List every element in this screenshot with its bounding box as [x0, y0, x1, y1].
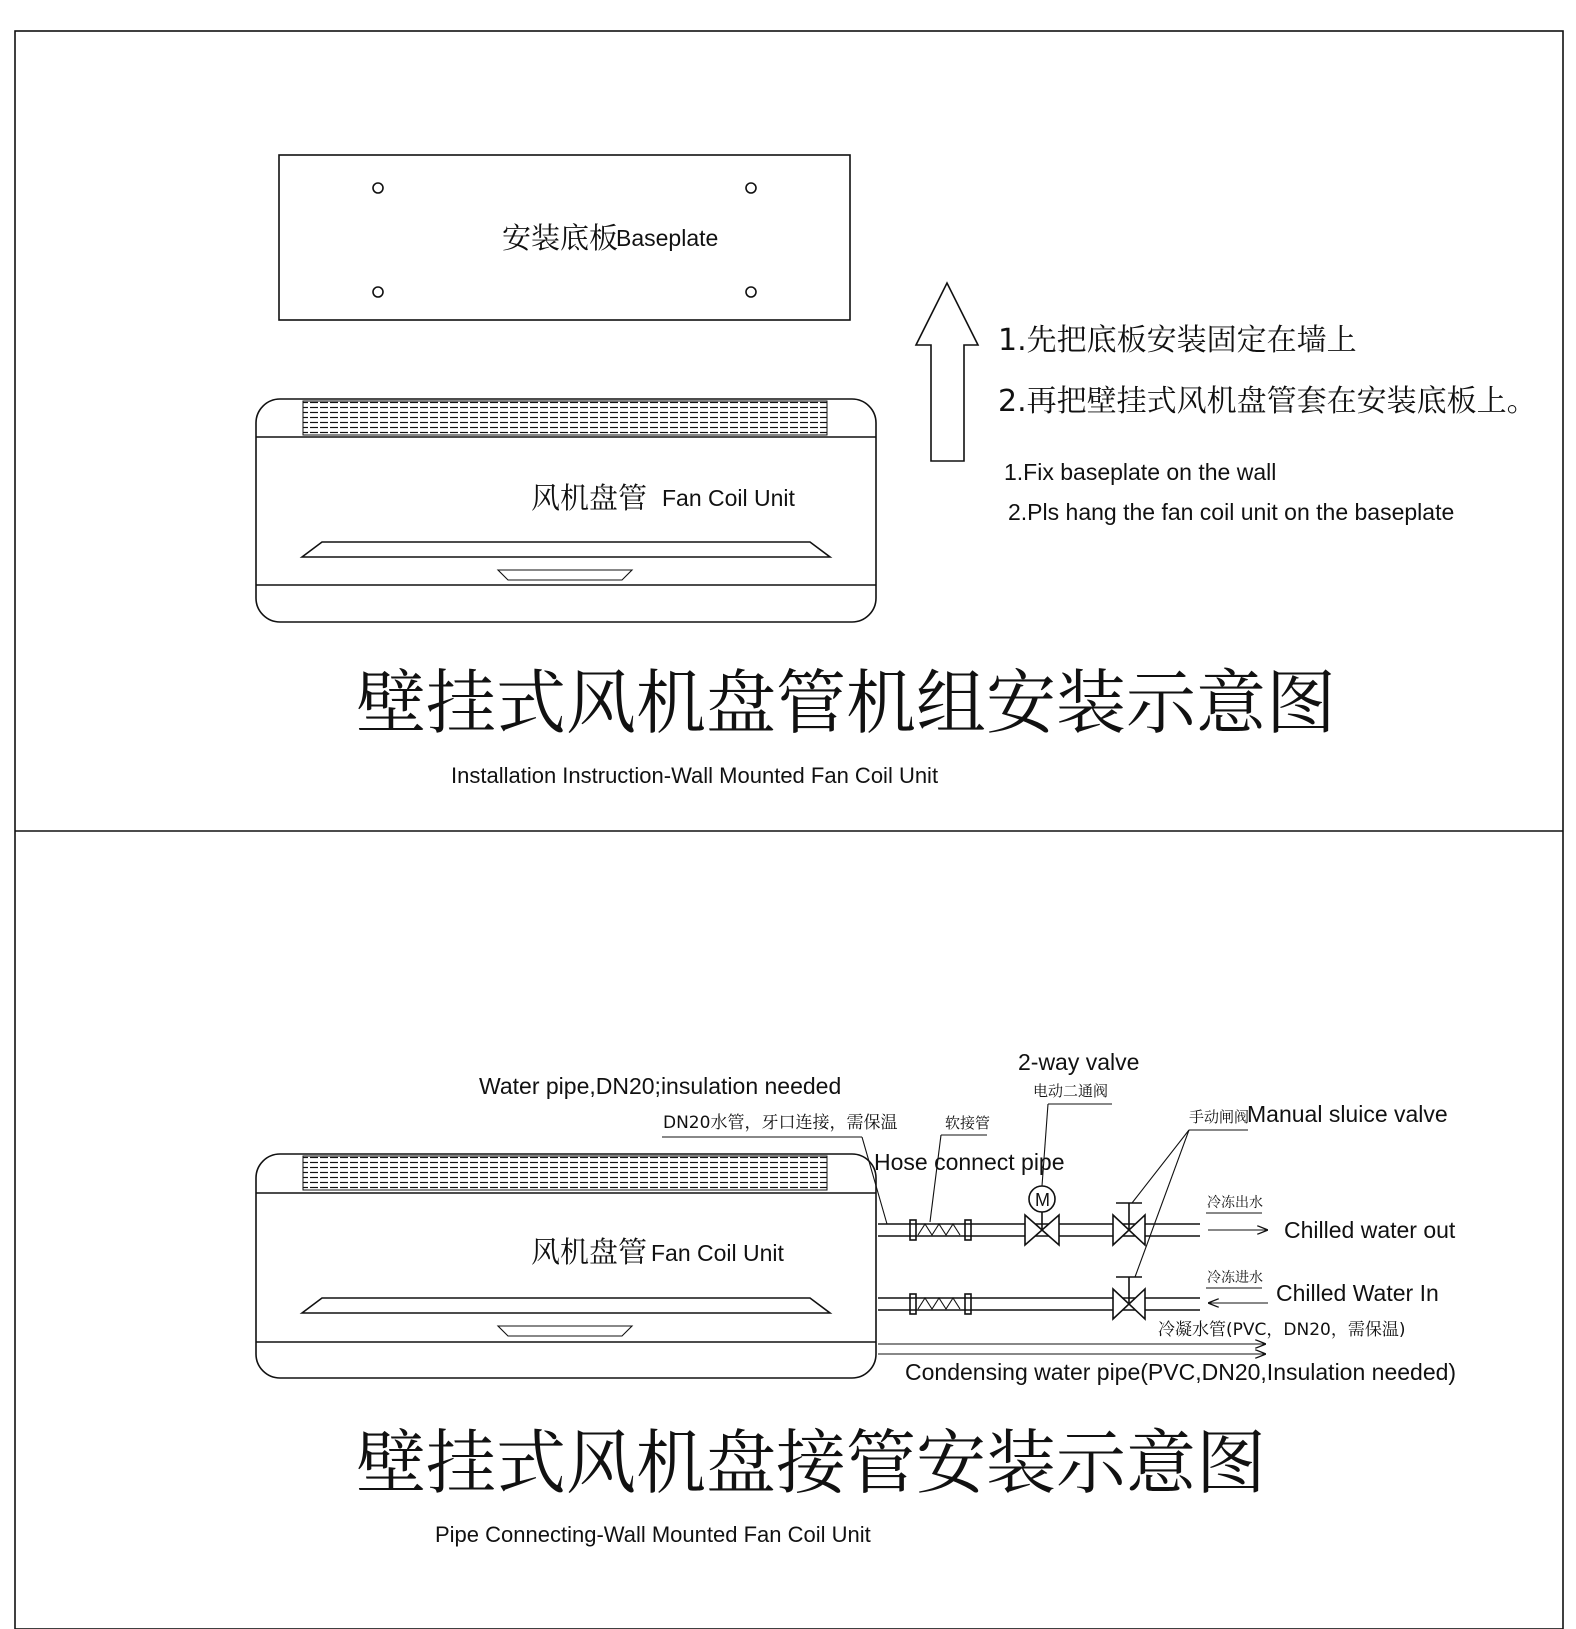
hose-coil [918, 1224, 960, 1235]
top-title-en: Installation Instruction-Wall Mounted Fan Coil Unit [451, 763, 939, 788]
mounting-hole [746, 183, 756, 193]
sluice-valve-label-cn: 手动闸阀 [1189, 1108, 1250, 1126]
drawing-frame [15, 31, 1563, 1629]
leader-line [1132, 1130, 1189, 1203]
motor-symbol: M [1035, 1190, 1050, 1210]
chilled-out-label-en: Chilled water out [1284, 1217, 1456, 1243]
condensing-pipe-label-en: Condensing water pipe(PVC,DN20,Insulation needed) [905, 1359, 1457, 1385]
two-way-valve-label-cn: 电动二通阀 [1033, 1082, 1109, 1100]
step1-en: 1.Fix baseplate on the wall [1004, 459, 1277, 485]
chilled-in-label-cn: 冷冻进水 [1207, 1270, 1263, 1286]
step1-cn: 1.先把底板安装固定在墙上 [998, 323, 1357, 358]
fan-coil-unit-top [256, 399, 876, 622]
leader-line [1135, 1130, 1189, 1277]
chilled-out-label-cn: 冷冻出水 [1207, 1195, 1263, 1211]
baseplate-label-cn: 安装底板 [502, 221, 619, 255]
hose-flange [965, 1220, 971, 1240]
step2-en: 2.Pls hang the fan coil unit on the baseplate [1008, 499, 1455, 525]
sluice-valve-label-en: Manual sluice valve [1247, 1101, 1448, 1127]
condensing-pipe-label-cn: 冷凝水管(PVC，DN20，需保温) [1158, 1320, 1406, 1340]
display-panel [498, 1326, 632, 1336]
hose-coil [918, 1298, 960, 1309]
unit-label-en: Fan Coil Unit [662, 485, 795, 511]
mounting-hole [746, 287, 756, 297]
hose-label-cn: 软接管 [945, 1114, 991, 1132]
hose-flange [965, 1294, 971, 1314]
mounting-hole [373, 183, 383, 193]
hose-flange [910, 1220, 916, 1240]
baseplate-label-en: Baseplate [616, 225, 719, 251]
hose-label-en: Hose connect pipe [874, 1149, 1065, 1175]
hose-flange [910, 1294, 916, 1314]
water-pipe-label-en: Water pipe,DN20;insulation needed [479, 1073, 842, 1099]
two-way-valve-label-en: 2-way valve [1018, 1049, 1140, 1075]
bottom-title-cn: 壁挂式风机盘接管安装示意图 [356, 1422, 1266, 1504]
fan-coil-unit-bottom [256, 1154, 876, 1378]
water-pipe-label-cn: DN20水管，牙口连接，需保温 [663, 1113, 898, 1133]
air-outlet-louver [302, 542, 830, 557]
unit-label-en: Fan Coil Unit [651, 1240, 784, 1266]
air-grille [303, 401, 827, 435]
top-panel [256, 155, 1537, 788]
unit-label-cn: 风机盘管 [531, 1235, 648, 1269]
unit-label-cn: 风机盘管 [531, 481, 648, 515]
step2-cn: 2.再把壁挂式风机盘管套在安装底板上。 [998, 384, 1537, 419]
baseplate [279, 155, 850, 320]
up-arrow-icon [916, 283, 978, 461]
top-title-cn: 壁挂式风机盘管机组安装示意图 [356, 662, 1336, 744]
bottom-title-en: Pipe Connecting-Wall Mounted Fan Coil Unit [435, 1522, 871, 1547]
mounting-hole [373, 287, 383, 297]
chilled-in-label-en: Chilled Water In [1276, 1280, 1439, 1306]
display-panel [498, 570, 632, 580]
air-grille [303, 1156, 827, 1190]
bottom-panel [256, 1049, 1456, 1547]
air-outlet-louver [302, 1298, 830, 1313]
